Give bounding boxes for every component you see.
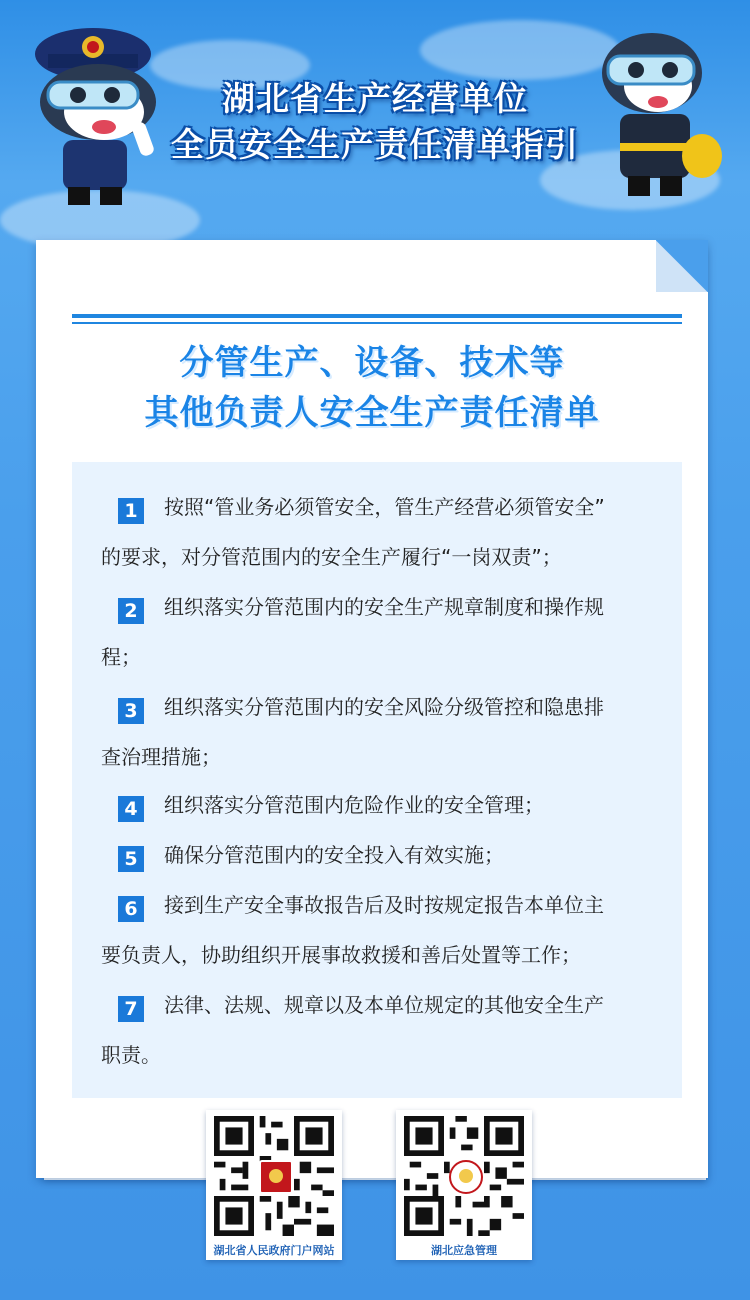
item-text: 法律、法规、规章以及本单位规定的其他安全生产 xyxy=(164,993,604,1017)
item-number-badge: 4 xyxy=(118,796,144,822)
qr-code-card[interactable] xyxy=(396,1110,532,1260)
header-title-line2: 全员安全生产责任清单指引 xyxy=(171,125,579,164)
item-number-badge: 2 xyxy=(118,598,144,624)
list-item xyxy=(101,582,661,682)
item-text-continued: 要负责人，协助组织开展事故救援和善后处置等工作； xyxy=(101,943,581,967)
item-text-continued: 的要求，对分管范围内的安全生产履行“一岗双责”； xyxy=(101,545,562,569)
item-number-badge: 5 xyxy=(118,846,144,872)
item-number-badge: 3 xyxy=(118,698,144,724)
item-number-badge: 6 xyxy=(118,896,144,922)
emergency-emblem-icon xyxy=(449,1160,483,1194)
item-text: 确保分管范围内的安全投入有效实施； xyxy=(164,843,504,867)
section-title xyxy=(36,338,708,438)
list-item xyxy=(101,830,661,880)
item-number-badge: 1 xyxy=(118,498,144,524)
divider-line xyxy=(72,314,682,318)
section-title-line1: 分管生产、设备、技术等 xyxy=(179,343,565,383)
item-text: 组织落实分管范围内的安全生产规章制度和操作规 xyxy=(164,595,604,619)
item-text-continued: 查治理措施； xyxy=(101,745,221,769)
item-text: 组织落实分管范围内危险作业的安全管理； xyxy=(164,793,544,817)
list-item xyxy=(101,880,661,980)
header-title-line1: 湖北省生产经营单位 xyxy=(222,79,528,118)
list-item xyxy=(101,482,661,582)
government-emblem-icon xyxy=(259,1160,293,1194)
item-text-continued: 职责。 xyxy=(101,1043,161,1067)
list-item xyxy=(101,682,661,782)
list-item xyxy=(101,780,661,830)
page-fold-corner xyxy=(656,240,708,292)
item-text: 接到生产安全事故报告后及时按规定报告本单位主 xyxy=(164,893,604,917)
list-item xyxy=(101,980,661,1080)
divider-line-thin xyxy=(72,322,682,324)
header-title xyxy=(0,76,750,168)
qr-code-label: 湖北应急管理 xyxy=(431,1244,497,1257)
qr-code-card[interactable] xyxy=(206,1110,342,1260)
qr-code-label: 湖北省人民政府门户网站 xyxy=(213,1244,335,1257)
section-title-line2: 其他负责人安全生产责任清单 xyxy=(144,393,600,433)
item-text: 按照“管业务必须管安全，管生产经营必须管安全” xyxy=(164,495,605,519)
item-text: 组织落实分管范围内的安全风险分级管控和隐患排 xyxy=(164,695,604,719)
item-number-badge: 7 xyxy=(118,996,144,1022)
item-text-continued: 程； xyxy=(101,645,141,669)
